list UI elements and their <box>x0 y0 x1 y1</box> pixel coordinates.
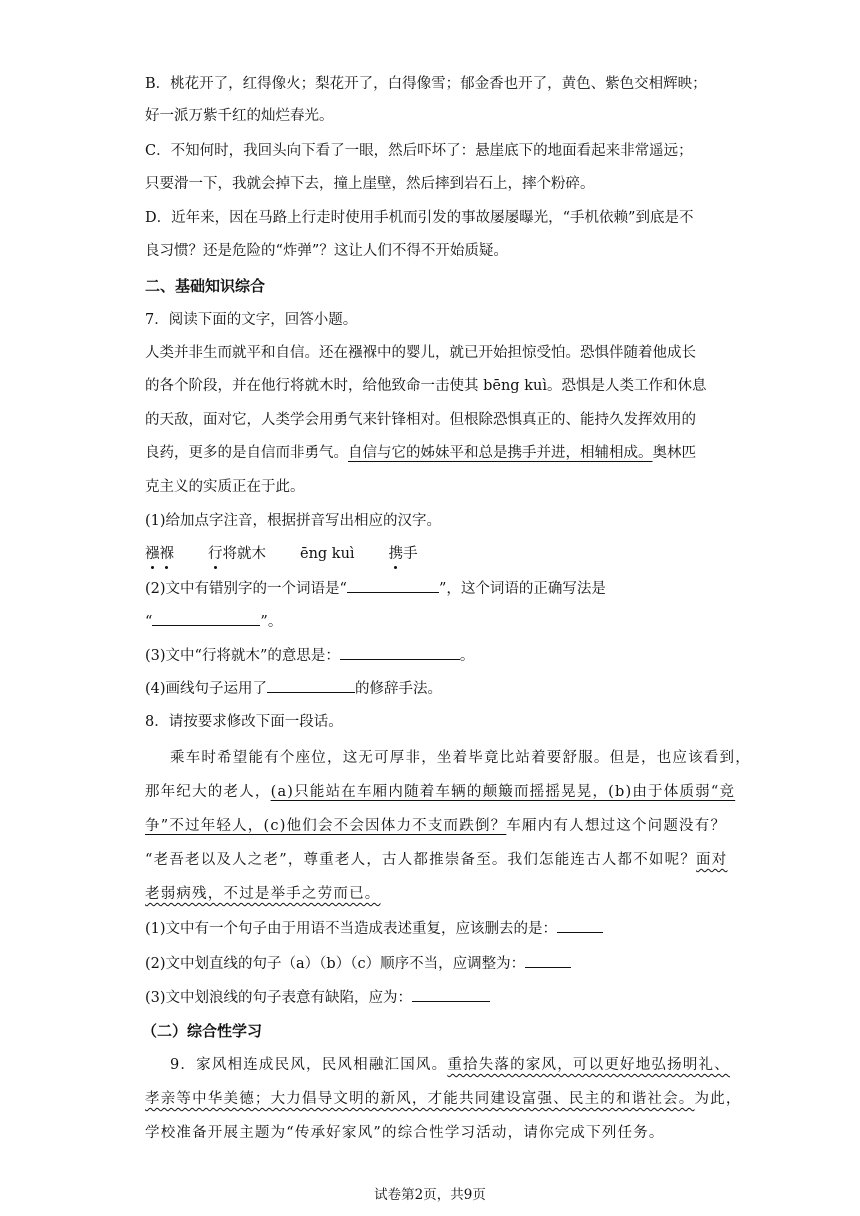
page-footer: 试卷第2页，共9页 <box>374 1187 486 1203</box>
q7-q2-text: ”。 <box>260 614 283 630</box>
word-text: 将就木 <box>222 546 266 562</box>
wavy-underlined-sentence: 孝亲等中华美德；大力倡导文明的新风，才能共同建设富强、民主的和谐社会。 <box>145 1091 695 1107</box>
q8-passage-line-2 <box>145 782 735 802</box>
q8-q2-text: (2)文中划直线的句子（a）（b）（c）顺序不当，应调整为： <box>145 956 526 972</box>
q7-sub-question-4 <box>145 678 442 699</box>
q9-text: 9．家风相连成民风，民风相融汇国风。 <box>170 1057 448 1073</box>
answer-blank[interactable] <box>525 953 571 968</box>
q7-q4-text: 的修辞手法。 <box>355 681 443 697</box>
answer-blank[interactable] <box>347 578 439 593</box>
q8-passage-line-3 <box>145 816 726 836</box>
pinyin-text: ēng kuì <box>300 546 355 562</box>
option-b-line-1: B．桃花开了，红得像火；梨花开了，白得像雪；郁金香也开了，黄色、紫色交相辉映； <box>145 76 707 92</box>
q8-text: 车厢内有人想过这个问题没有？ <box>506 818 727 834</box>
q8-text: “老吾老以及人之老”，尊重老人，古人都推崇备至。我们怎能连古人都不如呢？ <box>145 852 697 868</box>
dotted-char: 行 <box>208 546 223 562</box>
q9-line-2 <box>145 1089 742 1109</box>
option-c-line-1: C．不知何时，我回头向下看了一眼，然后吓坏了：悬崖底下的地面看起来非常遥远； <box>145 143 693 159</box>
q7-q4-text: (4)画线句子运用了 <box>145 681 268 697</box>
section-heading-basic-knowledge: 二、基础知识综合 <box>145 277 266 295</box>
q7-q2-text: “ <box>145 614 153 630</box>
answer-blank[interactable] <box>557 918 603 933</box>
q7-passage-text: 奥林匹 <box>652 445 696 461</box>
q7-sub-question-2-cont <box>145 611 282 632</box>
q8-q3-text: (3)文中划浪线的句子表意有缺陷，应为： <box>145 990 413 1006</box>
option-d-line-2: 良习惯？还是危险的“炸弹”？这让人们不得不开始质疑。 <box>145 243 508 259</box>
section-heading-integrated-learning: （二）综合性学习 <box>142 1022 263 1040</box>
q8-sub-question-1 <box>145 918 603 939</box>
q7-passage-line-3: 的天敌，面对它，人类学会用勇气来针锋相对。但根除恐惧真正的、能持久发挥效用的 <box>145 412 696 428</box>
answer-blank[interactable] <box>412 987 490 1002</box>
q8-sub-question-2 <box>145 953 571 974</box>
q8-q1-text: (1)文中有一个句子由于用语不当造成表述重复，应该删去的是： <box>145 921 558 937</box>
q7-q3-text: (3)文中“行将就木”的意思是： <box>145 648 340 664</box>
q8-passage-line-5 <box>145 884 381 904</box>
underlined-sentence: 自信与它的姊妹平和总是携手并进，相辅相成。 <box>348 445 653 461</box>
dotted-char: 襁 <box>145 546 160 562</box>
q7-passage-line-2: 的各个阶段，并在他行将就木时，给他致命一击使其 bēng kuì。恐惧是人类工作和休息 <box>145 378 707 394</box>
dotted-char: 褓 <box>159 546 174 562</box>
wavy-underlined-sentence: 面对 <box>696 852 728 868</box>
q7-sub-question-3 <box>145 645 474 666</box>
q8-text: 那年纪大的老人， <box>145 784 271 800</box>
answer-blank[interactable] <box>340 645 460 660</box>
wavy-underlined-sentence: 重拾失落的家风，可以更好地弘扬明礼、 <box>447 1057 730 1073</box>
answer-blank[interactable] <box>267 678 355 693</box>
option-b-line-2: 好一派万紫千红的灿烂春光。 <box>145 108 334 124</box>
q7-q2-text: ”，这个词语的正确写法是 <box>438 581 606 597</box>
q9-line-3: 学校准备开展主题为“传承好家风”的综合性学习活动，请你完成下列任务。 <box>145 1125 665 1141</box>
q7-sub-question-2 <box>145 578 606 599</box>
q7-sub-question-1: (1)给加点字注音，根据拼音写出相应的汉字。 <box>145 513 442 529</box>
q7-passage-line-4 <box>145 443 696 463</box>
option-d-line-1: D．近年来，因在马路上行走时使用手机而引发的事故屡屡曝光，“手机依赖”到底是不 <box>145 210 694 226</box>
word-text: 手 <box>403 546 418 562</box>
underlined-sentence: 争”不过年轻人，(c)他们会不会因体力不支而跌倒？ <box>145 818 507 834</box>
answer-blank[interactable] <box>152 611 260 626</box>
option-c-line-2: 只要滑一下，我就会掉下去，撞上崖壁，然后摔到岩石上，摔个粉碎。 <box>145 176 595 192</box>
q9-line-1 <box>170 1055 730 1075</box>
q8-passage-line-1: 乘车时希望能有个座位，这无可厚非，坐着毕竟比站着要舒服。但是，也应该看到， <box>170 750 751 766</box>
q8-passage-line-4 <box>145 850 727 870</box>
question-8-intro: 8．请按要求修改下面一段话。 <box>145 714 343 730</box>
underlined-sentence: (a)只能站在车厢内随着车辆的颠簸而摇摇晃晃，(b)由于体质弱“竞 <box>270 784 736 800</box>
q7-passage-text: 良药，更多的是自信而非勇气。 <box>145 445 348 461</box>
q7-passage-line-1: 人类并非生而就平和自信。还在襁褓中的婴儿，就已开始担惊受怕。恐惧伴随着他成长 <box>145 345 696 361</box>
q7-q3-text: 。 <box>459 648 475 664</box>
question-7-intro: 7．阅读下面的文字，回答小题。 <box>145 312 358 328</box>
wavy-underlined-sentence: 老弱病残，不过是举手之劳而已。 <box>145 886 381 902</box>
q7-word-list <box>145 544 418 564</box>
dotted-char: 携 <box>388 546 404 562</box>
q7-passage-line-5: 克主义的实质正在于此。 <box>145 479 305 495</box>
q8-sub-question-3 <box>145 987 490 1008</box>
q7-q2-text: (2)文中有错别字的一个词语是“ <box>145 581 347 597</box>
q9-text: 为此， <box>694 1091 742 1107</box>
